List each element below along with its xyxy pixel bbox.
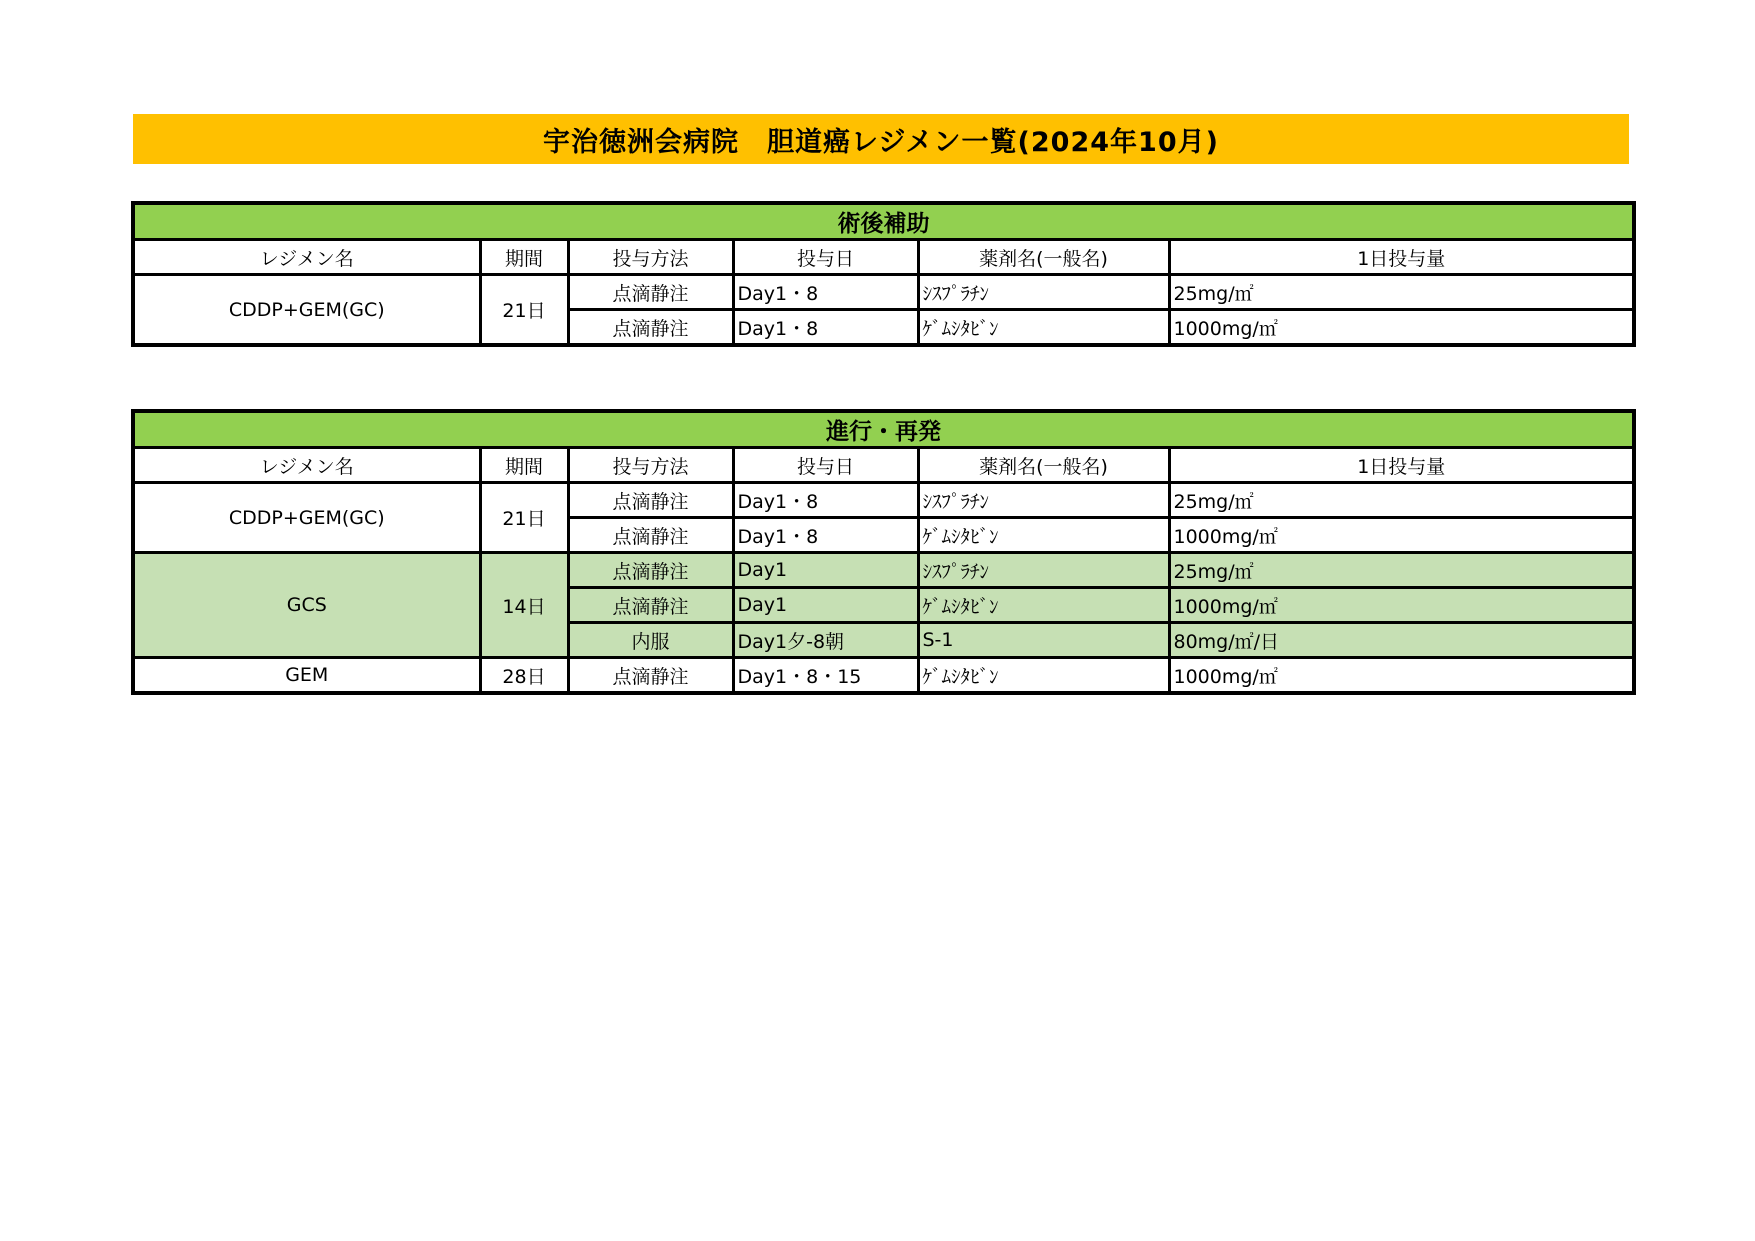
dose-cell: 1000mg/㎡ bbox=[1169, 310, 1634, 346]
column-header-day: 投与日 bbox=[733, 448, 918, 483]
method-cell: 点滴静注 bbox=[568, 588, 733, 623]
regimen-period: 14日 bbox=[480, 553, 568, 658]
column-header-day: 投与日 bbox=[733, 240, 918, 275]
column-header-regimen-name: レジメン名 bbox=[133, 448, 480, 483]
column-header-method: 投与方法 bbox=[568, 448, 733, 483]
regimen-name: CDDP+GEM(GC) bbox=[133, 275, 480, 346]
day-cell: Day1・8 bbox=[733, 310, 918, 346]
column-header-drug: 薬剤名(一般名) bbox=[918, 240, 1169, 275]
regimen-period: 21日 bbox=[480, 275, 568, 346]
drug-cell: S-1 bbox=[918, 623, 1169, 658]
column-header-dose: 1日投与量 bbox=[1169, 448, 1634, 483]
method-cell: 点滴静注 bbox=[568, 553, 733, 588]
column-header-period: 期間 bbox=[480, 240, 568, 275]
column-header-period: 期間 bbox=[480, 448, 568, 483]
day-cell: Day1・8 bbox=[733, 518, 918, 553]
section-heading: 進行・再発 bbox=[133, 411, 1634, 448]
drug-cell: ｹﾞﾑｼﾀﾋﾞﾝ bbox=[918, 518, 1169, 553]
day-cell: Day1夕-8朝 bbox=[733, 623, 918, 658]
day-cell: Day1・8 bbox=[733, 483, 918, 518]
dose-cell: 25mg/㎡ bbox=[1169, 553, 1634, 588]
regimen-period: 21日 bbox=[480, 483, 568, 553]
drug-cell: ｼｽﾌﾟﾗﾁﾝ bbox=[918, 483, 1169, 518]
day-cell: Day1・8 bbox=[733, 275, 918, 310]
method-cell: 点滴静注 bbox=[568, 483, 733, 518]
dose-cell: 1000mg/㎡ bbox=[1169, 588, 1634, 623]
day-cell: Day1 bbox=[733, 553, 918, 588]
column-header-regimen-name: レジメン名 bbox=[133, 240, 480, 275]
drug-cell: ｹﾞﾑｼﾀﾋﾞﾝ bbox=[918, 588, 1169, 623]
table-row bbox=[133, 658, 1634, 694]
dose-cell: 25mg/㎡ bbox=[1169, 275, 1634, 310]
dose-cell: 25mg/㎡ bbox=[1169, 483, 1634, 518]
drug-cell: ｹﾞﾑｼﾀﾋﾞﾝ bbox=[918, 658, 1169, 694]
day-cell: Day1・8・15 bbox=[733, 658, 918, 694]
dose-cell: 1000mg/㎡ bbox=[1169, 518, 1634, 553]
column-header-drug: 薬剤名(一般名) bbox=[918, 448, 1169, 483]
method-cell: 内服 bbox=[568, 623, 733, 658]
table-advanced-recurrent bbox=[131, 409, 1636, 695]
table-row bbox=[133, 553, 1634, 588]
regimen-period: 28日 bbox=[480, 658, 568, 694]
dose-cell: 80mg/㎡/日 bbox=[1169, 623, 1634, 658]
regimen-name: GEM bbox=[133, 658, 480, 694]
page-title: 宇治徳洲会病院 胆道癌レジメン一覧(2024年10月) bbox=[133, 114, 1629, 164]
method-cell: 点滴静注 bbox=[568, 658, 733, 694]
method-cell: 点滴静注 bbox=[568, 275, 733, 310]
column-header-method: 投与方法 bbox=[568, 240, 733, 275]
regimen-name: GCS bbox=[133, 553, 480, 658]
drug-cell: ｼｽﾌﾟﾗﾁﾝ bbox=[918, 275, 1169, 310]
dose-cell: 1000mg/㎡ bbox=[1169, 658, 1634, 694]
drug-cell: ｼｽﾌﾟﾗﾁﾝ bbox=[918, 553, 1169, 588]
drug-cell: ｹﾞﾑｼﾀﾋﾞﾝ bbox=[918, 310, 1169, 346]
column-header-dose: 1日投与量 bbox=[1169, 240, 1634, 275]
table-row bbox=[133, 275, 1634, 310]
table-row bbox=[133, 483, 1634, 518]
method-cell: 点滴静注 bbox=[568, 518, 733, 553]
regimen-name: CDDP+GEM(GC) bbox=[133, 483, 480, 553]
day-cell: Day1 bbox=[733, 588, 918, 623]
section-heading: 術後補助 bbox=[133, 203, 1634, 240]
table-postoperative-adjuvant bbox=[131, 201, 1636, 347]
method-cell: 点滴静注 bbox=[568, 310, 733, 346]
